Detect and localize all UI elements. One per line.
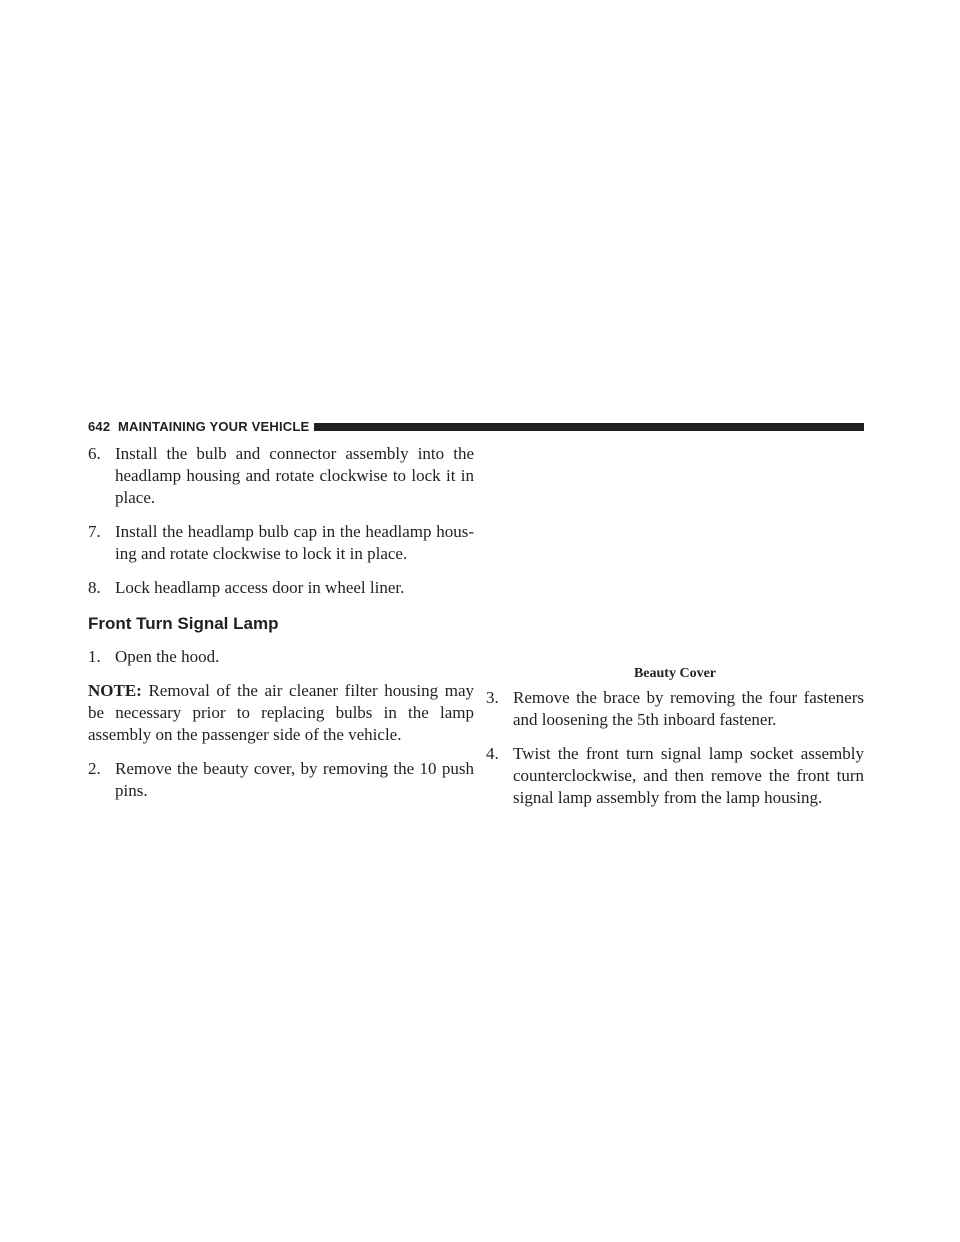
right-column — [486, 687, 864, 809]
section-title: MAINTAINING YOUR VEHICLE — [118, 419, 310, 434]
step-number: 4. — [486, 744, 499, 763]
figure-caption: Beauty Cover — [633, 666, 717, 681]
step-text: Remove the brace by removing the four fasteners and loosening the 5th inboard fastener. — [513, 688, 864, 729]
step-number: 7. — [88, 522, 101, 541]
step-1 — [88, 646, 474, 668]
step-number: 2. — [88, 759, 101, 778]
step-6 — [88, 443, 474, 509]
step-4 — [486, 743, 864, 809]
step-text: Install the headlamp bulb cap in the headlamp hous-ing and rotate clockwise to lock it in place. — [115, 522, 474, 563]
step-number: 1. — [88, 647, 101, 666]
note-text: Removal of the air cleaner filter housing may be necessary prior to replacing bulbs in the lamp assembly on the passenger side of the vehicle. — [88, 681, 474, 744]
step-text: Lock headlamp access door in wheel liner. — [115, 578, 405, 597]
page-number: 642 — [88, 419, 111, 434]
step-number: 6. — [88, 444, 101, 463]
step-text: Remove the beauty cover, by removing the 10 push pins. — [115, 759, 474, 800]
note-label: NOTE: — [88, 681, 142, 700]
step-text: Open the hood. — [115, 647, 220, 666]
step-number: 8. — [88, 578, 101, 597]
header-rule — [314, 423, 864, 431]
step-number: 3. — [486, 688, 499, 707]
left-column — [88, 443, 474, 802]
step-3 — [486, 687, 864, 731]
section-heading: Front Turn Signal Lamp — [88, 614, 279, 633]
step-7 — [88, 521, 474, 565]
note-paragraph — [88, 680, 474, 746]
figure-area — [486, 443, 864, 658]
step-text: Install the bulb and connector assembly into the headlamp housing and rotate clockwise to lock it in place. — [115, 444, 474, 507]
step-8 — [88, 577, 474, 599]
step-2 — [88, 758, 474, 802]
step-text: Twist the front turn signal lamp socket assembly counterclockwise, and then remove the front turn signal lamp assembly from the lamp housing. — [513, 744, 864, 807]
running-header — [88, 419, 864, 435]
